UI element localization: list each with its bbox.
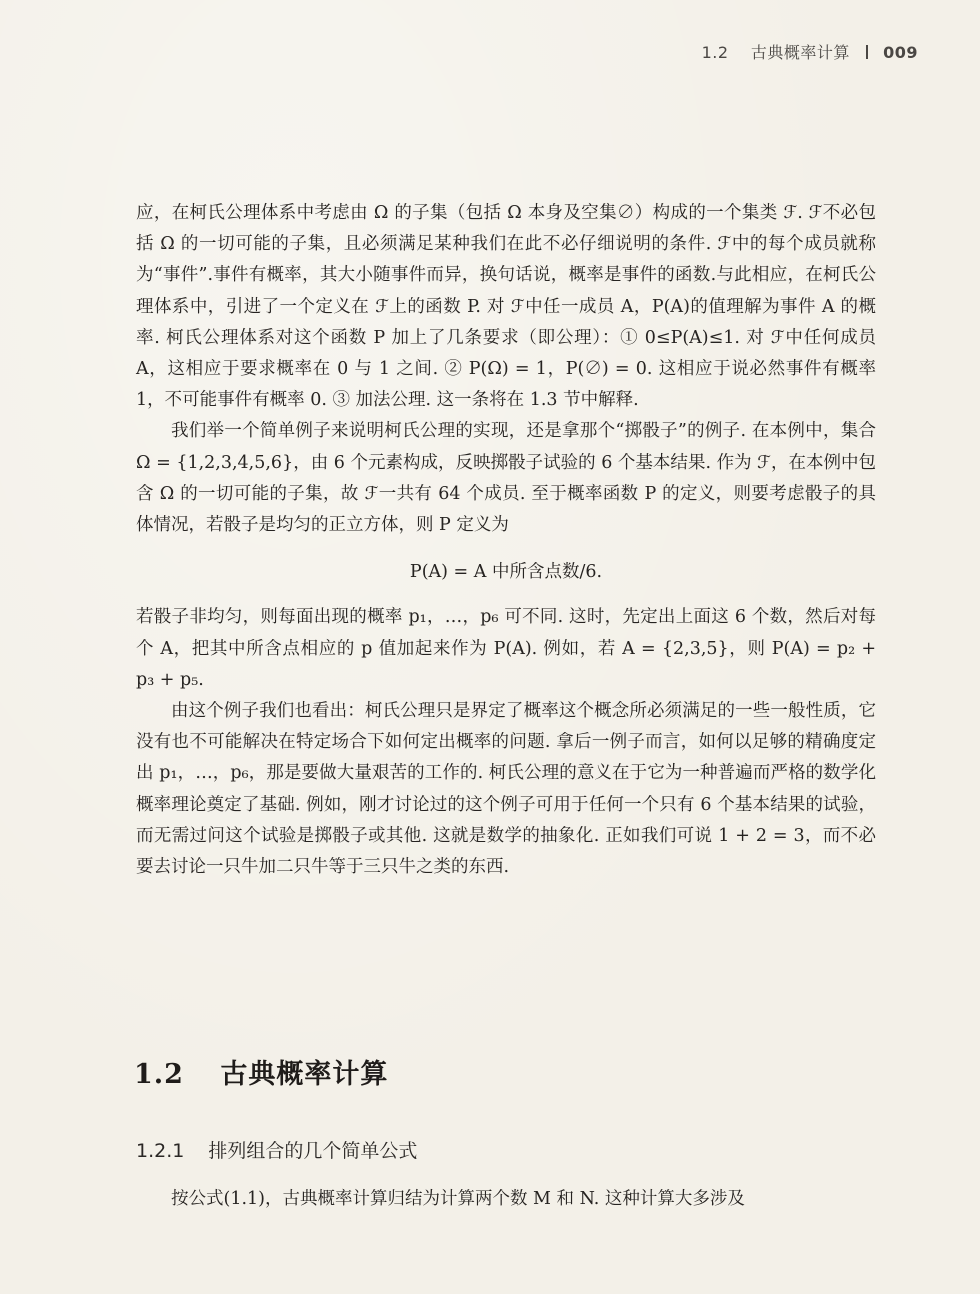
running-header — [702, 40, 918, 63]
section-number: 1.2 — [134, 1059, 184, 1090]
header-section-ref: 1.2 — [701, 43, 729, 62]
header-section-name: 古典概率计算 — [750, 43, 850, 62]
paragraph-kolmogorov-axioms: 应，在柯氏公理体系中考虑由 Ω 的子集（包括 Ω 本身及空集∅）构成的一个集类 ℱ. ℱ不必包括 Ω 的一切可能的子集，且必须满足某种我们在此不必仔细说明的条件. ℱ中的每个成员就称为“事件”.事件有概率，其大小随事件而异，换句话说，概率是事件的函数.与此相应，在柯氏公理体系中，引进了一个定义在 ℱ上的函数 P. 对 ℱ中任一成员 A，P(A)的值理解为事件 A 的概率. 柯氏公理体系对这个函数 P 加上了几条要求（即公理）：① 0≤P(A)≤1. 对 ℱ中任何成员 A，这相应于要求概率在 0 与 1 之间. ② P(Ω) = 1，P(∅) = 0. 这相应于说必然事件有概率 1，不可能事件有概率 0. ③ 加法公理. 这一条将在 1.3 节中解释. — [136, 203, 876, 411]
paragraph-dice-example: 我们举一个简单例子来说明柯氏公理的实现，还是拿那个“掷骰子”的例子. 在本例中，集合 Ω = {1,2,3,4,5,6}，由 6 个元素构成，反映掷骰子试验的 6 个基本结果. 作为 ℱ，在本例中包含 Ω 的一切可能的子集，故 ℱ一共有 64 个成员. 至于概率函数 P 的定义，则要考虑骰子的具体情况，若骰子是均匀的正立方体，则 P 定义为 — [136, 421, 876, 536]
page-number: 009 — [883, 43, 918, 62]
formula-uniform-die: P(A) = A 中所含点数/6. — [409, 562, 603, 583]
header-divider — [866, 45, 868, 59]
paragraph-abstraction: 由这个例子我们也看出：柯氏公理只是界定了概率这个概念所必须满足的一些一般性质，它没有也不可能解决在特定场合下如何定出概率的问题. 拿后一例子而言，如何以足够的精确度定出 p₁，…，p₆，那是要做大量艰苦的工作的. 柯氏公理的意义在于它为一种普遍而严格的数学化概率理论奠定了基础. 例如，刚才讨论过的这个例子可用于任何一个只有 6 个基本结果的试验，而无需过问这个试验是掷骰子或其他. 这就是数学的抽象化. 正如我们可说 1 + 2 = 3，而不必要去讨论一只牛加二只牛等于三只牛之类的东西. — [136, 701, 876, 878]
section-heading — [134, 1052, 388, 1091]
paragraph-classical-probability: 按公式(1.1)，古典概率计算归结为计算两个数 M 和 N. 这种计算大多涉及 — [171, 1189, 745, 1209]
main-text-block — [136, 198, 876, 883]
section-title-text: 古典概率计算 — [220, 1059, 389, 1090]
subsection-heading — [136, 1136, 417, 1163]
paragraph-nonuniform-die: 若骰子非均匀，则每面出现的概率 p₁，…，p₆ 可不同. 这时，先定出上面这 6 个数，然后对每个 A，把其中所含点相应的 p 值加起来作为 P(A). 例如，若 A = {2,3,5}，则 P(A) = p₂ + p₃ + p₅. — [136, 607, 876, 690]
subsection-number: 1.2.1 — [136, 1140, 185, 1162]
subsection-title-text: 排列组合的几个简单公式 — [208, 1140, 418, 1162]
